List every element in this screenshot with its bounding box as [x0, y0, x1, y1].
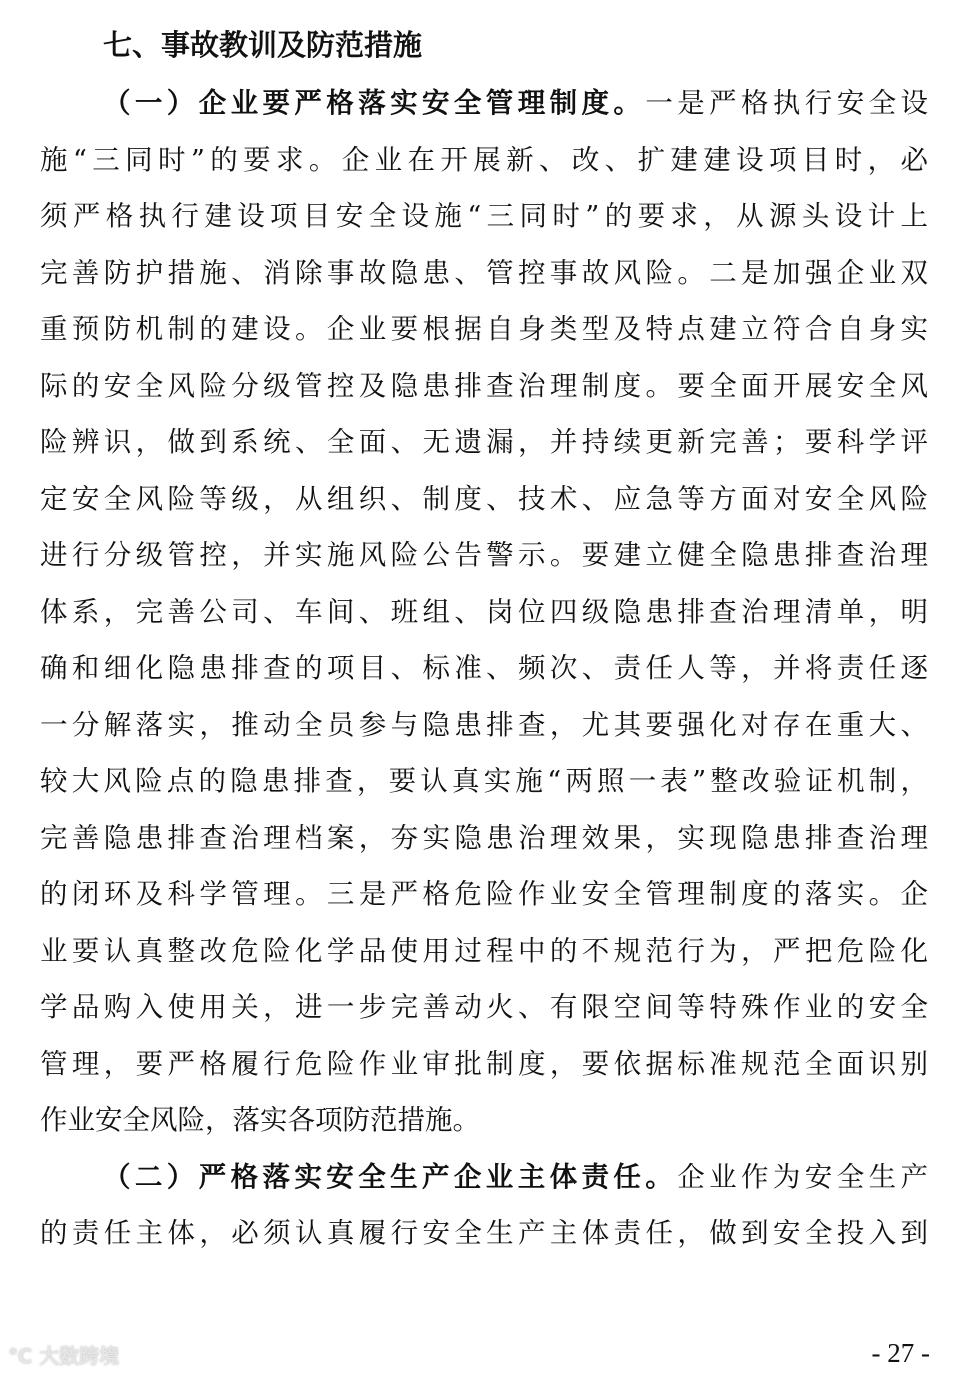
paragraph-1-line: 际的安全风险分级管控及隐患排查治理制度。要全面开展安全风: [40, 369, 928, 402]
paragraph-1-line: 较大风险点的隐患排查，要认真实施“两照一表”整改验证机制，: [40, 765, 928, 797]
paragraph-1-line: 的闭环及科学管理。三是严格危险作业安全管理制度的落实。企: [40, 878, 928, 910]
document-body: [40, 75, 928, 1262]
paragraph-1-line: 完善隐患排查治理档案，夯实隐患治理效果，实现隐患排查治理: [40, 821, 928, 854]
paragraph-1-line: 业要认真整改危险化学品使用过程中的不规范行为，严把危险化: [40, 934, 928, 967]
paragraph-2-lead: （二）严格落实安全生产企业主体责任。: [103, 1160, 678, 1193]
paragraph-1-lead: （一）企业要严格落实安全管理制度。: [103, 87, 646, 119]
paragraph-1-line: 作业安全风险，落实各项防范措施。: [40, 1104, 480, 1136]
paragraph-1-line: 学品购入使用关，进一步完善动火、有限空间等特殊作业的安全: [40, 991, 928, 1023]
paragraph-2-line: [40, 1149, 928, 1206]
line-text: 企业作为安全生产: [677, 1160, 928, 1193]
paragraph-1-line: 险辨识，做到系统、全面、无遗漏，并持续更新完善；要科学评: [40, 426, 928, 458]
paragraph-1-line: 定安全风险等级，从组织、制度、技术、应急等方面对安全风险: [40, 482, 928, 515]
paragraph-1-line: 进行分级管控，并实施风险公告警示。要建立健全隐患排查治理: [40, 539, 928, 571]
paragraph-2-line: 的责任主体，必须认真履行安全生产主体责任，做到安全投入到: [40, 1217, 928, 1249]
paragraph-1-line: [40, 75, 928, 132]
paragraph-1-line: 施“三同时”的要求。企业在开展新、改、扩建建设项目时，必: [40, 143, 928, 176]
paragraph-1-line: 管理，要严格履行危险作业审批制度，要依据标准规范全面识别: [40, 1047, 928, 1080]
paragraph-1-line: 须严格执行建设项目安全设施“三同时”的要求，从源头设计上: [40, 200, 928, 232]
watermark-logo: [8, 1340, 119, 1369]
watermark-icon: ℃: [8, 1344, 33, 1368]
paragraph-1-line: 体系，完善公司、车间、班组、岗位四级隐患排查治理清单，明: [40, 595, 928, 628]
paragraph-1-line: 完善防护措施、消除事故隐患、管控事故风险。二是加强企业双: [40, 256, 928, 289]
paragraph-1-line: 重预防机制的建设。企业要根据自身类型及特点建立符合自身实: [40, 313, 928, 345]
line-text: 一是严格执行安全设: [645, 87, 928, 119]
page-number: - 27 -: [871, 1338, 930, 1368]
paragraph-1-line: 确和细化隐患排查的项目、标准、频次、责任人等，并将责任逐: [40, 652, 928, 684]
section-heading: 七、事故教训及防范措施: [103, 28, 423, 62]
watermark-text: 大数跨境: [39, 1344, 120, 1368]
paragraph-1-line: 一分解落实，推动全员参与隐患排查，尤其要强化对存在重大、: [40, 708, 928, 741]
